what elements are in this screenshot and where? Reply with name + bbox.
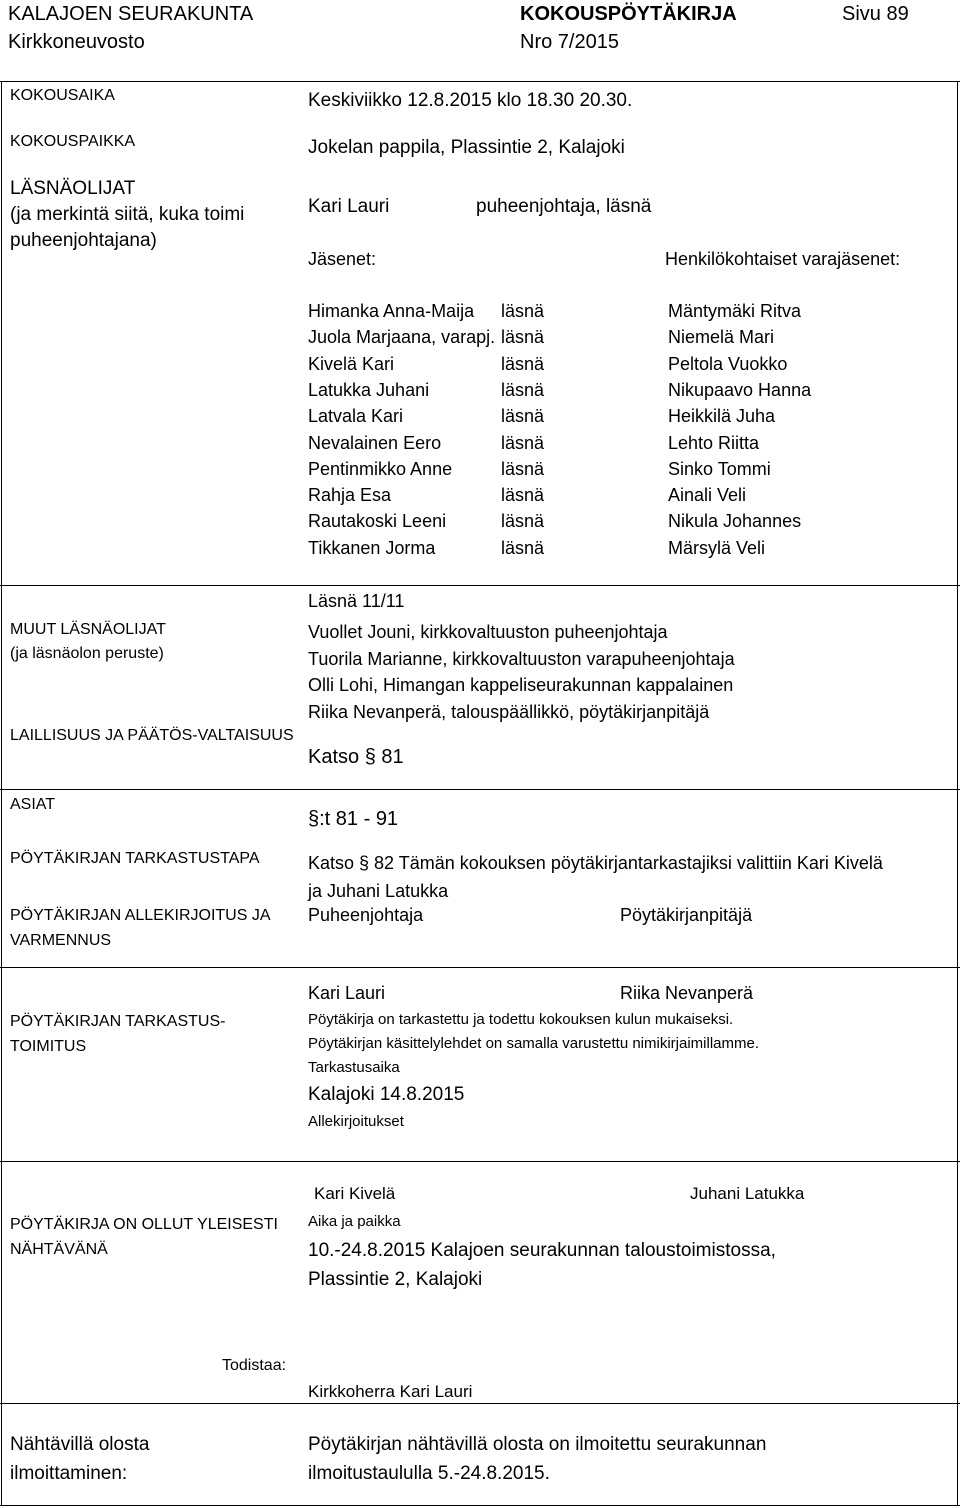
member-status: läsnä	[501, 406, 545, 427]
member-status: läsnä	[501, 511, 545, 532]
review-label-line: TOIMITUS	[10, 1038, 87, 1055]
meeting-time-value: Keskiviikko 12.8.2015 klo 18.30 20.30.	[308, 90, 633, 111]
document-number: Nro 7/2015	[520, 31, 619, 53]
member-status: läsnä	[501, 379, 545, 400]
attendees-label-line: puheenjohtajana)	[10, 230, 157, 251]
row-divider	[0, 789, 960, 790]
time-place-label: Aika ja paikka	[308, 1213, 401, 1230]
row-divider	[0, 1161, 960, 1162]
public-label-line: PÖYTÄKIRJA ON OLLUT YLEISESTI	[10, 1216, 278, 1233]
others-list	[308, 619, 735, 725]
meeting-time-label: KOKOUSAIKA	[10, 87, 115, 104]
row-divider	[0, 1403, 960, 1404]
list-item: Riika Nevanperä, talouspäällikkö, pöytäkirjanpitäjä	[308, 701, 710, 722]
member-status: läsnä	[501, 485, 545, 506]
review-method-line: ja Juhani Latukka	[308, 881, 449, 901]
reviewer-2-name: Juhani Latukka	[690, 1184, 805, 1203]
signatures-label-line: PÖYTÄKIRJAN ALLEKIRJOITUS JA	[10, 907, 271, 924]
legality-label: LAILLISUUS JA PÄÄTÖS-VALTAISUUS	[10, 727, 294, 744]
review-label	[10, 1009, 225, 1059]
public-label	[10, 1212, 278, 1262]
notice-label-line: Nähtävillä olosta	[10, 1434, 150, 1455]
review-method-label: PÖYTÄKIRJAN TARKASTUSTAPA	[10, 850, 260, 867]
member-status: läsnä	[501, 537, 545, 558]
attendees-label-line: (ja merkintä siitä, kuka toimi	[10, 204, 245, 225]
deputy-name: Sinko Tommi	[668, 458, 771, 479]
deputy-name: Nikupaavo Hanna	[668, 379, 812, 400]
table-bottom-border	[0, 1505, 960, 1506]
member-status: läsnä	[501, 301, 545, 321]
signatures-label	[10, 903, 271, 953]
body-name: Kirkkoneuvosto	[8, 31, 145, 53]
chair-signature-name: Kari Lauri	[308, 983, 386, 1003]
others-label-line: (ja läsnäolon peruste)	[10, 645, 164, 662]
secretary-title: Pöytäkirjanpitäjä	[620, 905, 753, 925]
review-line-2: Pöytäkirjan käsittelylehdet on samalla varustettu nimikirjaimillamme.	[308, 1035, 760, 1052]
deputy-name: Ainali Veli	[668, 485, 747, 506]
member-name: Rahja Esa	[308, 485, 392, 506]
member-status: läsnä	[501, 432, 545, 453]
deputy-name: Lehto Riitta	[668, 432, 760, 453]
deputy-name: Mäntymäki Ritva	[668, 301, 802, 321]
table-left-border	[1, 81, 2, 1506]
member-name: Kivelä Kari	[308, 353, 395, 374]
chair-title: Puheenjohtaja	[308, 905, 424, 925]
matters-label: ASIAT	[10, 796, 56, 813]
member-name: Latvala Kari	[308, 406, 404, 427]
row-divider	[0, 585, 960, 586]
notice-value	[308, 1430, 766, 1488]
others-label-line: MUUT LÄSNÄOLIJAT	[10, 621, 166, 638]
others-label	[10, 618, 166, 666]
member-name: Rautakoski Leeni	[308, 511, 447, 532]
page-number: Sivu 89	[842, 3, 909, 25]
meeting-place-value: Jokelan pappila, Plassintie 2, Kalajoki	[308, 137, 625, 158]
review-line-1: Pöytäkirja on tarkastettu ja todettu kokouksen kulun mukaiseksi.	[308, 1011, 734, 1028]
legality-value: Katso § 81	[308, 746, 404, 768]
meeting-place-label: KOKOUSPAIKKA	[10, 133, 136, 150]
table-right-border	[957, 81, 958, 1506]
attendees-label-line: LÄSNÄOLIJAT	[10, 178, 136, 199]
signatures-label-line: VARMENNUS	[10, 932, 112, 949]
member-name: Pentinmikko Anne	[308, 458, 453, 479]
certify-value: Kirkkoherra Kari Lauri	[308, 1382, 473, 1401]
secretary-signature-name: Riika Nevanperä	[620, 983, 754, 1003]
review-date-value: Kalajoki 14.8.2015	[308, 1084, 465, 1105]
table-top-border	[0, 81, 960, 82]
row-divider	[0, 967, 960, 968]
review-label-line: PÖYTÄKIRJAN TARKASTUS-	[10, 1013, 226, 1030]
time-place-line: 10.-24.8.2015 Kalajoen seurakunnan taloustoimistossa,	[308, 1240, 776, 1261]
list-item: Tuorila Marianne, kirkkovaltuuston varapuheenjohtaja	[308, 648, 735, 669]
attendance-count: Läsnä 11/11	[308, 591, 405, 611]
member-status: läsnä	[501, 327, 545, 348]
member-status: läsnä	[501, 353, 545, 374]
member-name: Juola Marjaana, varapj.	[308, 327, 496, 348]
matters-value: §:t 81 - 91	[308, 808, 399, 830]
list-item: Olli Lohi, Himangan kappeliseurakunnan kappalainen	[308, 675, 734, 695]
notice-line: ilmoitustaululla 5.-24.8.2015.	[308, 1463, 550, 1484]
deputy-name: Niemelä Mari	[668, 327, 775, 348]
member-name: Himanka Anna-Maija	[308, 301, 475, 321]
deputy-name: Märsylä Veli	[668, 537, 766, 558]
review-method-line: Katso § 82 Tämän kokouksen pöytäkirjantarkastajiksi valittiin Kari Kivelä	[308, 853, 883, 873]
org-name: KALAJOEN SEURAKUNTA	[8, 3, 254, 25]
member-status: läsnä	[501, 458, 545, 479]
list-item: Vuollet Jouni, kirkkovaltuuston puheenjohtaja	[308, 622, 668, 642]
member-name: Nevalainen Eero	[308, 432, 442, 453]
document-type: KOKOUSPÖYTÄKIRJA	[520, 3, 737, 25]
certify-label: Todistaa:	[222, 1357, 287, 1374]
chair-name: Kari Lauri	[308, 196, 390, 217]
deputy-name: Heikkilä Juha	[668, 406, 776, 427]
member-name: Latukka Juhani	[308, 379, 430, 400]
reviewer-1-name: Kari Kivelä	[314, 1184, 396, 1203]
time-place-line: Plassintie 2, Kalajoki	[308, 1269, 483, 1290]
public-label-line: NÄHTÄVÄNÄ	[10, 1241, 108, 1258]
review-method-text	[308, 849, 883, 905]
deputy-name: Nikula Johannes	[668, 511, 802, 532]
notice-label	[10, 1430, 149, 1488]
notice-label-line: ilmoittaminen:	[10, 1463, 128, 1484]
review-signatures-label: Allekirjoitukset	[308, 1113, 404, 1130]
review-date-label: Tarkastusaika	[308, 1059, 400, 1076]
chair-role: puheenjohtaja, läsnä	[476, 196, 652, 217]
deputies-heading: Henkilökohtaiset varajäsenet:	[665, 249, 901, 269]
deputy-name: Peltola Vuokko	[668, 353, 788, 374]
attendees-label	[10, 176, 244, 254]
members-heading: Jäsenet:	[308, 249, 377, 269]
time-place-value	[308, 1236, 776, 1294]
member-name: Tikkanen Jorma	[308, 537, 436, 558]
notice-line: Pöytäkirjan nähtävillä olosta on ilmoitettu seurakunnan	[308, 1434, 767, 1455]
